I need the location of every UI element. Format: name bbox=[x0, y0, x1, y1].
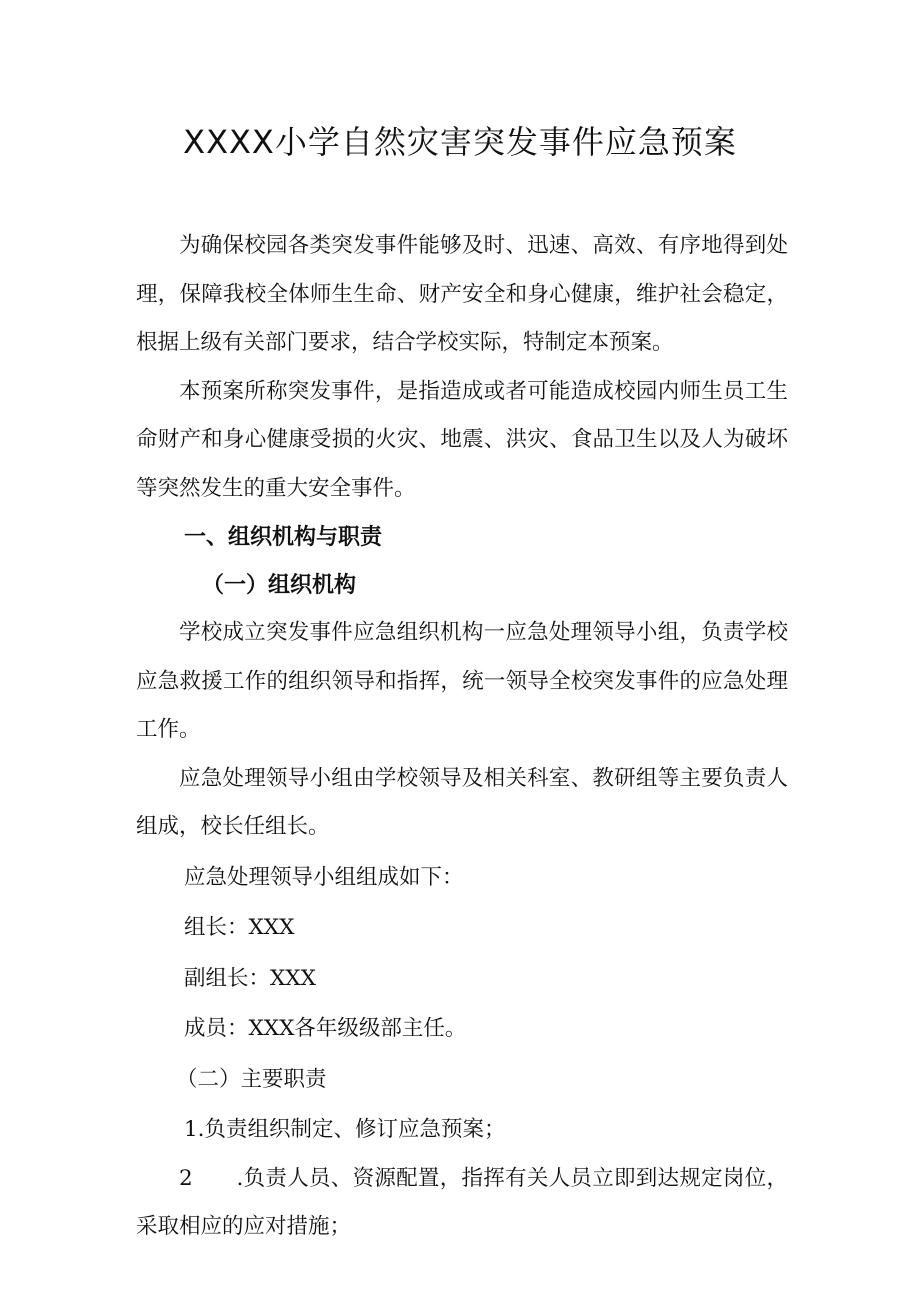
document-title: XXXX小学自然灾害突发事件应急预案 bbox=[183, 123, 737, 161]
paragraph-purpose: 为确保校园各类突发事件能够及时、迅速、高效、有序地得到处理，保障我校全体师生生命、财产安全和身心健康，维护社会稳定，根据上级有关部门要求，结合学校实际，特制定本预案。 bbox=[136, 233, 788, 355]
paragraph-group-composition: 应急处理领导小组由学校领导及相关科室、教研组等主要负责人组成，校长任组长。 bbox=[136, 765, 788, 839]
line-composition-intro: 应急处理领导小组组成如下： bbox=[184, 864, 464, 890]
paragraph-leadership-group: 学校成立突发事件应急组织机构一应急处理领导小组，负责学校应急救援工作的组织领导和指挥，统一领导全校突发事件的应急处理工作。 bbox=[136, 620, 788, 742]
line-leader: 组长：XXX bbox=[184, 915, 295, 940]
paragraph-definition: 本预案所称突发事件，是指造成或者可能造成校园内师生员工生命财产和身心健康受损的火灾、地震、洪灾、食品卫生以及人为破坏等突然发生的重大安全事件。 bbox=[136, 378, 788, 501]
list-item-2: 2 .负责人员、资源配置，指挥有关人员立即到达规定岗位，采取相应的应对措施； bbox=[136, 1165, 788, 1239]
line-deputy: 副组长：XXX bbox=[184, 965, 316, 991]
line-members: 成员：XXX各年级级部主任。 bbox=[184, 1016, 467, 1041]
document-body bbox=[136, 222, 788, 1252]
list-item-1: 1.负责组织制定、修订应急预案； bbox=[184, 1117, 506, 1142]
subsection-heading-structure: （一）组织机构 bbox=[202, 573, 357, 598]
subsection-heading-duties: （二）主要职责 bbox=[176, 1066, 327, 1092]
section-heading-organization: 一、组织机构与职责 bbox=[184, 525, 383, 550]
